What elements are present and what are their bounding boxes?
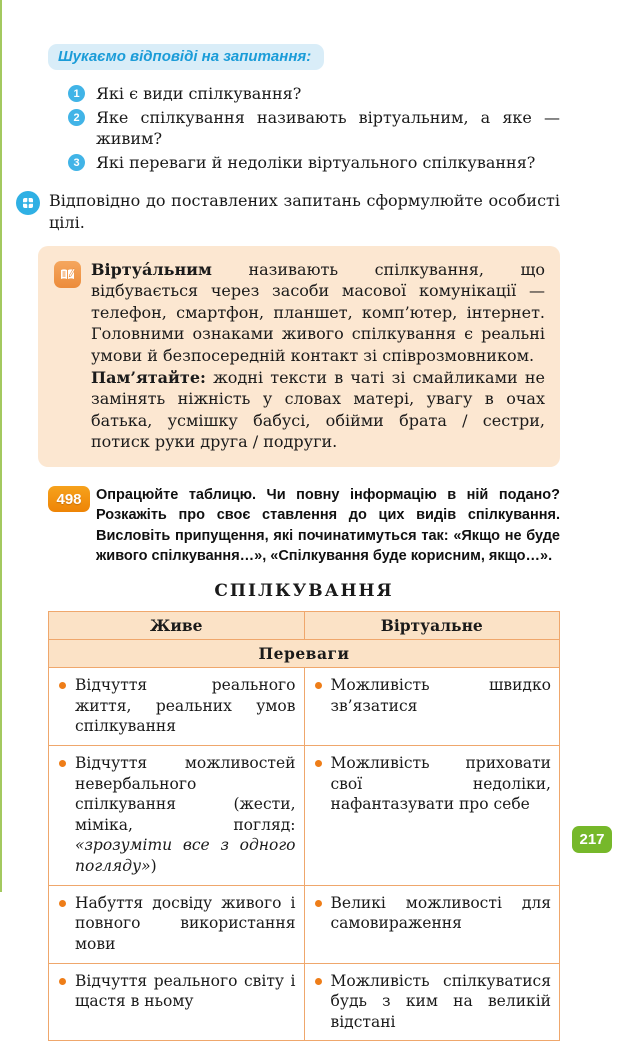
comparison-table	[48, 611, 560, 1041]
table-cell-text: Можливість спілкуватися будь з ким на великій відстані	[330, 971, 551, 1031]
goal-note	[16, 190, 560, 232]
table-row	[49, 963, 560, 1041]
exercise-instructions: Опрацюйте таблицю. Чи повну інформацію в ній подано? Розкажіть про своє ставлення до цих видів спілкування. Висловіть припущення, які починатимуться так: «Якщо не буде живого спілкування…», «Спілкування буде корисним, якщо…».	[96, 487, 560, 564]
questions-banner: Шукаємо відповіді на запитання:	[48, 44, 324, 70]
bullet-dot-icon	[315, 900, 322, 907]
section-header-advantages: Переваги	[49, 640, 560, 668]
exercise-number-badge: 498	[48, 486, 90, 512]
bullet-dot-icon	[59, 978, 66, 985]
question-number-badge: 3	[68, 154, 85, 171]
question-item	[68, 83, 560, 104]
page-content	[48, 44, 560, 1041]
table-cell-text: Можливість швидко зв’язатися	[330, 676, 551, 715]
column-header-live: Живе	[49, 612, 305, 640]
table-row	[49, 885, 560, 963]
question-number-badge: 1	[68, 85, 85, 102]
bullet-dot-icon	[315, 682, 322, 689]
question-item	[68, 107, 560, 149]
definition-box	[38, 246, 560, 467]
question-number-badge: 2	[68, 109, 85, 126]
table-row	[49, 668, 560, 746]
table-row	[49, 746, 560, 886]
definition-body: називають спілкування, що відбувається через засоби масової комунікації — телефон, смартфон, планшет, комп’ютер, інтернет. Головними ознаками живого спілкування є реальні умови й безпосередній контакт зі співрозмовником.	[91, 259, 545, 366]
table-cell-text: Відчуття можливостей невербального спілкування (жести, міміка, погляд: «зрозуміти все з одного погляду»)	[75, 754, 296, 876]
page-number-badge: 217	[572, 826, 612, 853]
exercise-498	[48, 485, 560, 566]
puzzle-globe-icon	[16, 191, 40, 215]
table-cell-text: Великі можливості для самовираження	[330, 893, 551, 933]
bullet-dot-icon	[59, 682, 66, 689]
definition-term: Віртуа́льним	[91, 259, 212, 279]
table-cell-text: Відчуття реального життя, реальних умов спілкування	[75, 676, 296, 736]
definition-text	[91, 259, 545, 453]
remember-body: жодні тексти в чаті зі смайликами не замінять ніжність у словах матері, увагу в очах батька, усмішку бабусі, обійми брата / сестри, потиск руки друга / подруги.	[91, 367, 545, 452]
question-text: Які переваги й недоліки віртуального спілкування?	[96, 153, 536, 173]
bullet-dot-icon	[315, 760, 322, 767]
questions-list	[68, 83, 560, 173]
bullet-dot-icon	[315, 978, 322, 985]
quoted-idiom: «зрозуміти все з одного погляду»	[75, 836, 296, 876]
table-cell-text: Можливість приховати свої недоліки, нафантазувати про себе	[330, 754, 551, 814]
question-text: Які є види спілкування?	[96, 84, 302, 103]
table-cell-text: Набуття досвіду живого і повного використання мови	[75, 893, 296, 953]
table-title: СПІЛКУВАННЯ	[214, 581, 394, 602]
question-text: Яке спілкування називають віртуальним, а яке — живим?	[96, 108, 560, 149]
column-header-virtual: Віртуальне	[304, 612, 560, 640]
bullet-dot-icon	[59, 900, 66, 907]
page-edge-accent	[0, 0, 2, 892]
table-cell-text: Відчуття реального світу і щастя в ньому	[75, 971, 296, 1011]
remember-label: Пам’ятайте:	[91, 367, 206, 387]
goal-note-text: Відповідно до поставлених запитань сформулюйте особисті цілі.	[49, 191, 560, 232]
question-item	[68, 152, 560, 173]
open-book-pencil-icon	[54, 261, 81, 288]
bullet-dot-icon	[59, 760, 66, 767]
